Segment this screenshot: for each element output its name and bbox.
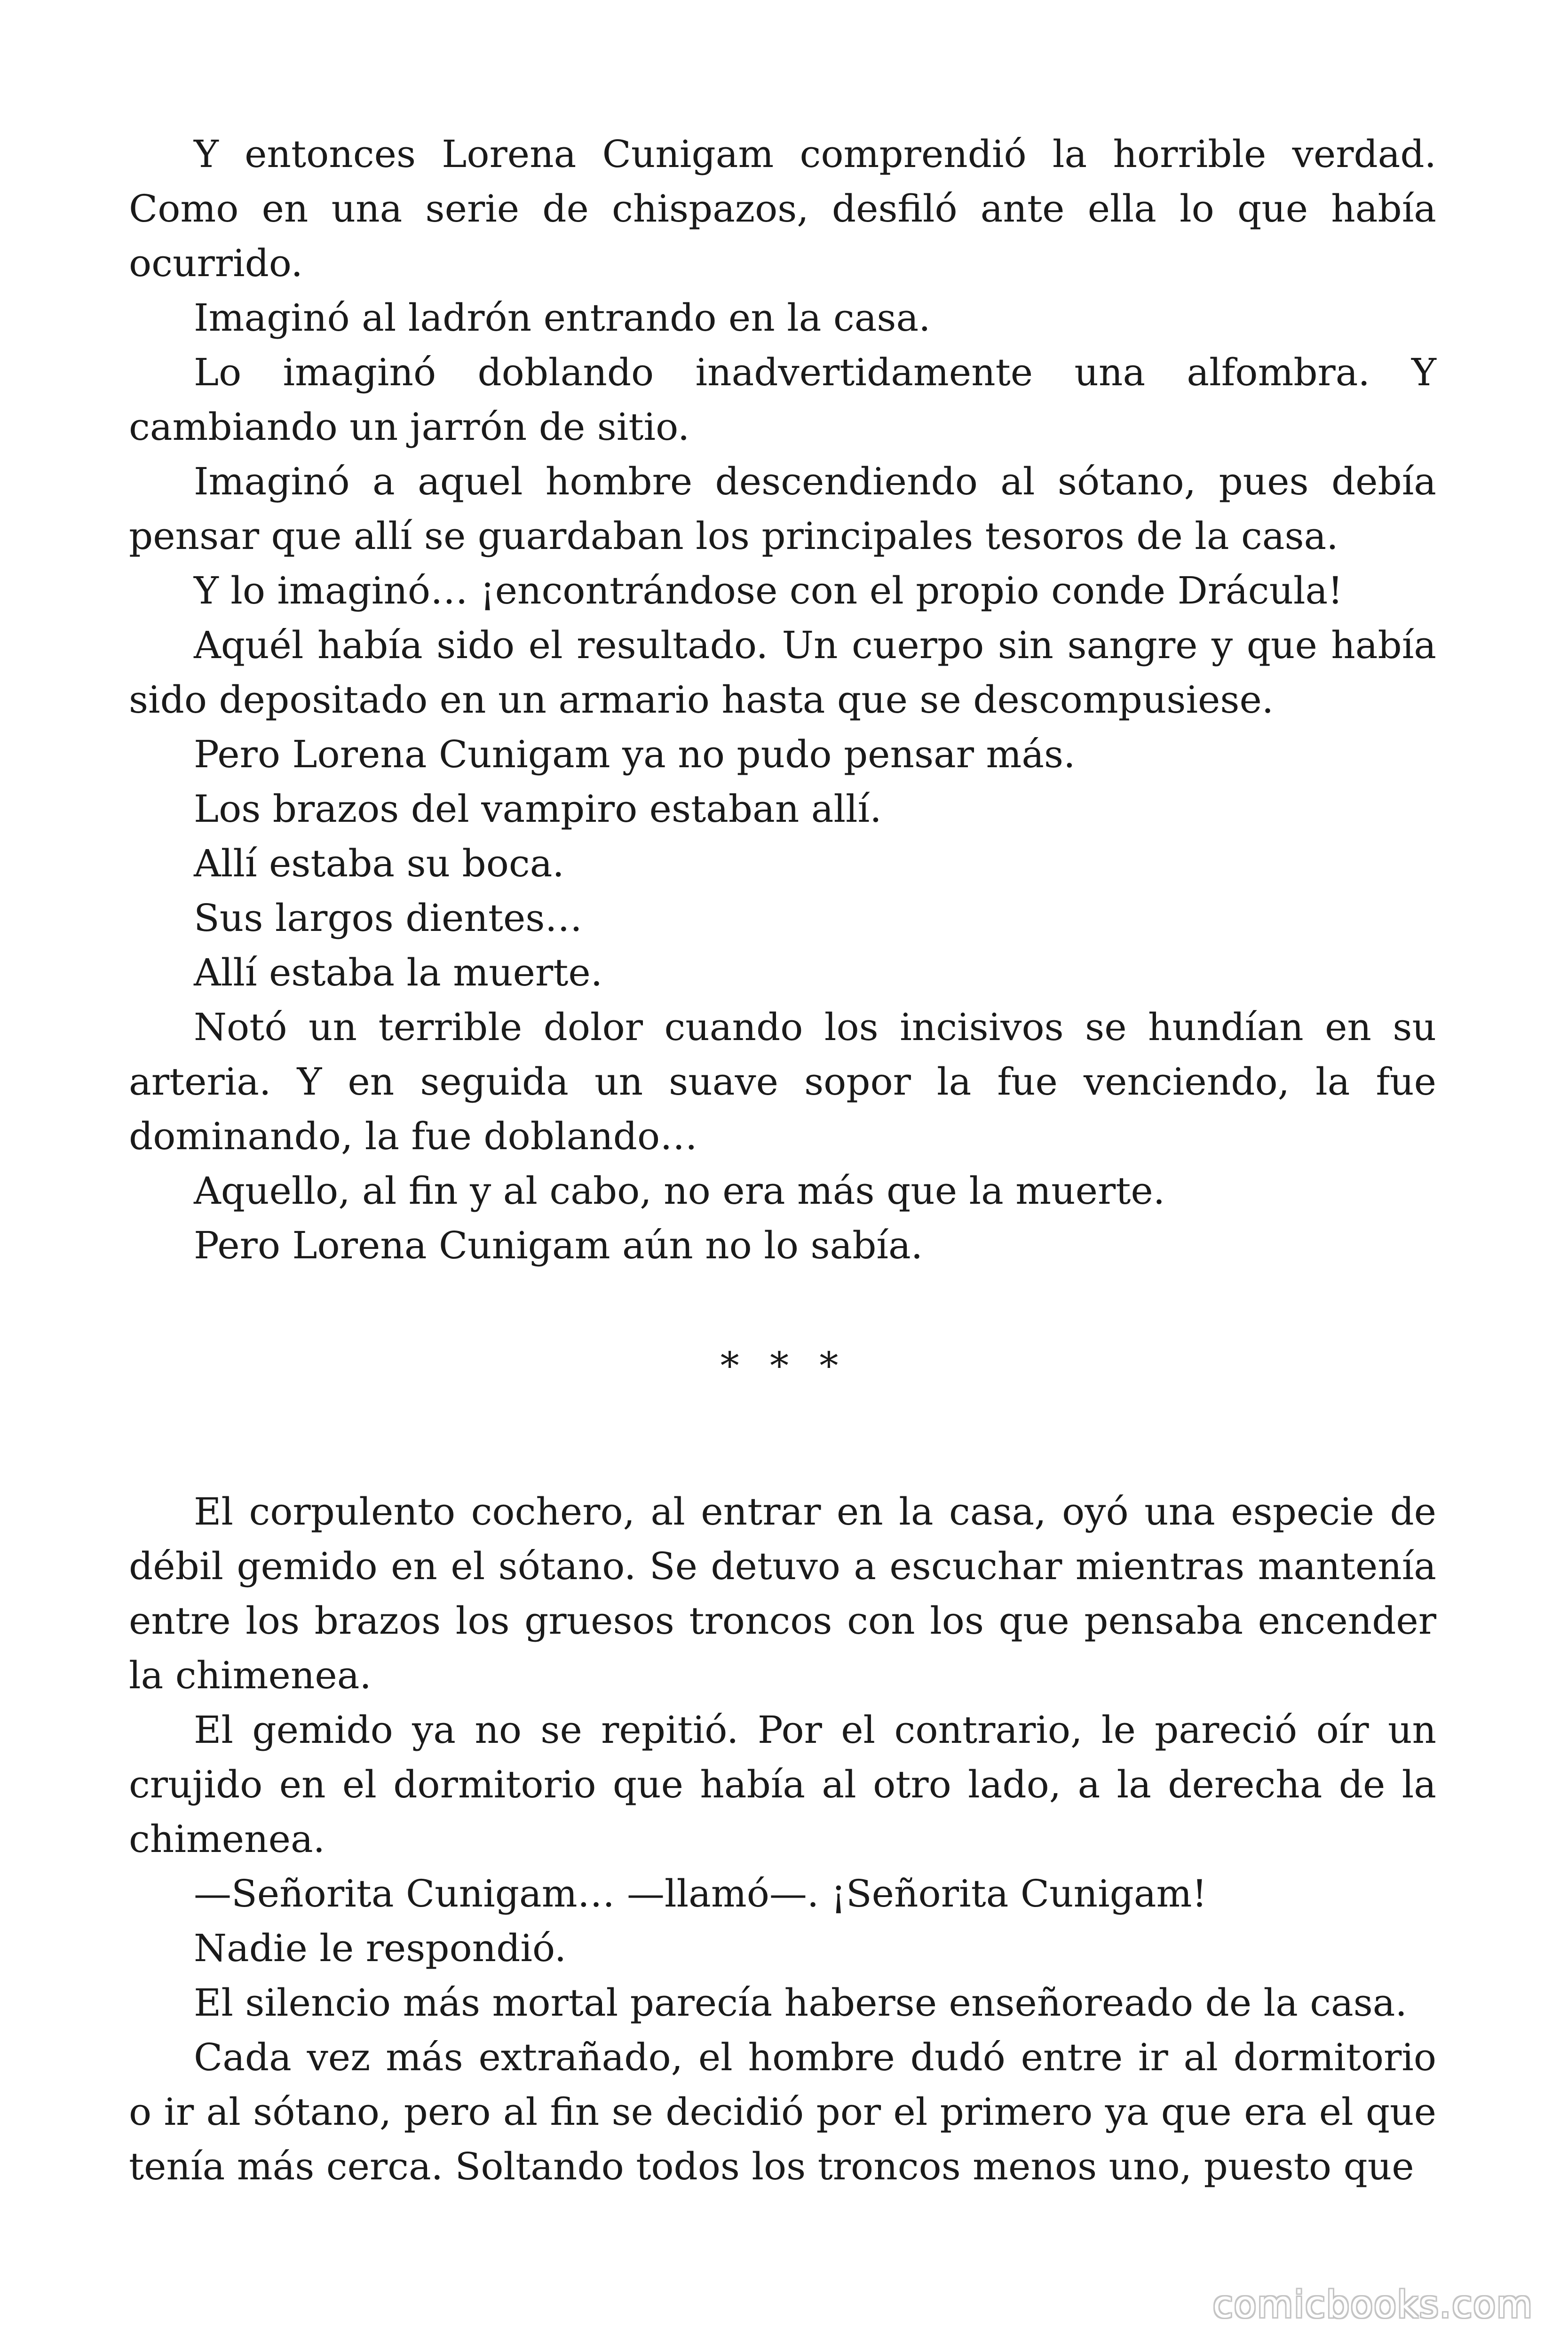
paragraph: Aquello, al fin y al cabo, no era más que la muerte. (194, 1169, 1165, 1213)
paragraph: Lo imaginó doblando inadvertidamente una alfombra. Y cambiando un jarrón de sitio. (129, 350, 1436, 449)
section-separator: * * * (720, 1344, 848, 1388)
paragraph: Y lo imaginó… ¡encontrándose con el propio conde Drácula! (194, 569, 1343, 612)
paragraph: Pero Lorena Cunigam aún no lo sabía. (194, 1224, 923, 1267)
paragraph: El gemido ya no se repitió. Por el contrario, le pareció oír un crujido en el dormitorio que había al otro lado, a la derecha de la chimenea. (129, 1708, 1436, 1861)
paragraph: Sus largos dientes… (194, 896, 583, 940)
paragraph: Allí estaba su boca. (194, 842, 564, 885)
text-block-before-separator (129, 127, 1436, 1273)
paragraph: Aquél había sido el resultado. Un cuerpo sin sangre y que había sido depositado en un armario hasta que se descompusiese. (129, 623, 1436, 722)
paragraph: El corpulento cochero, al entrar en la casa, oyó una especie de débil gemido en el sótano. Se detuvo a escuchar mientras mantenía entre los brazos los gruesos troncos con los que pensaba encender la chimenea. (129, 1490, 1436, 1697)
paragraph: Cada vez más extrañado, el hombre dudó entre ir al dormitorio o ir al sótano, pero al fin se decidió por el primero ya que era el que tenía más cerca. Soltando todos los troncos menos uno, puesto que (129, 2035, 1436, 2188)
paragraph: El silencio más mortal parecía haberse enseñoreado de la casa. (194, 1981, 1407, 2025)
paragraph: —Señorita Cunigam… —llamó—. ¡Señorita Cunigam! (194, 1872, 1207, 1915)
paragraph: Notó un terrible dolor cuando los incisivos se hundían en su arteria. Y en seguida un suave sopor la fue venciendo, la fue dominando, la fue doblando… (129, 1005, 1436, 1158)
paragraph: Imaginó a aquel hombre descendiendo al sótano, pues debía pensar que allí se guardaban los principales tesoros de la casa. (129, 460, 1436, 558)
paragraph: Y entonces Lorena Cunigam comprendió la horrible verdad. Como en una serie de chispazos, desfiló ante ella lo que había ocurrido. (129, 132, 1436, 285)
paragraph: Pero Lorena Cunigam ya no pudo pensar más. (194, 732, 1076, 776)
watermark: comicbooks.com (1212, 2284, 1533, 2326)
text-block-after-separator (129, 1485, 1436, 2194)
paragraph: Imaginó al ladrón entrando en la casa. (194, 296, 931, 340)
paragraph: Nadie le respondió. (194, 1926, 567, 1970)
paragraph: Allí estaba la muerte. (194, 951, 603, 994)
paragraph: Los brazos del vampiro estaban allí. (194, 787, 882, 831)
